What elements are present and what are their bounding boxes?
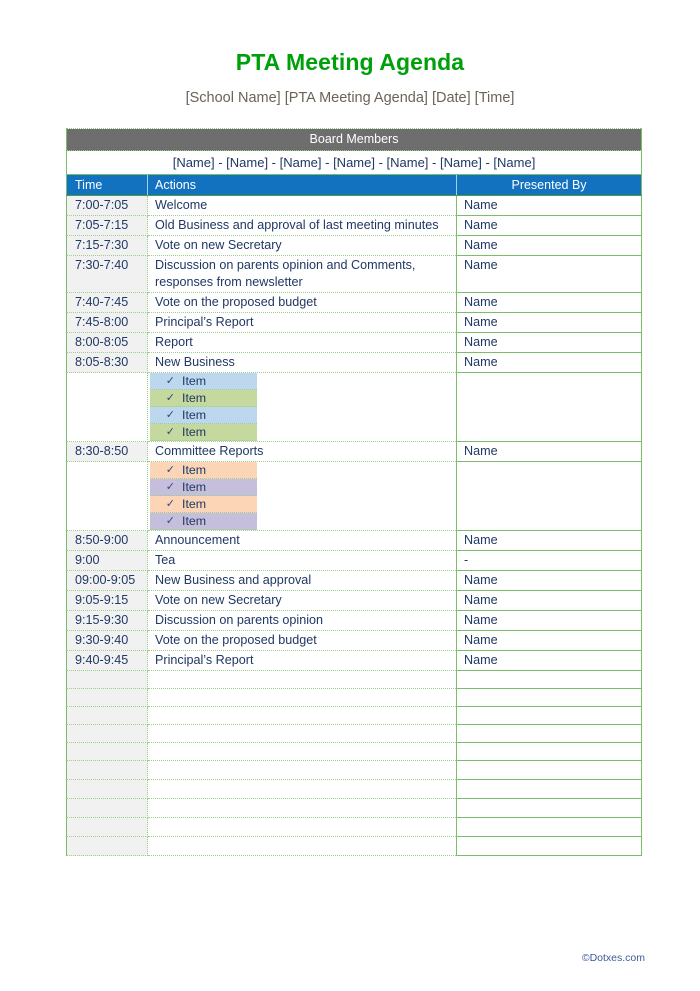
checklist-item[interactable] bbox=[150, 462, 257, 479]
table-row bbox=[67, 256, 642, 293]
cell-time[interactable] bbox=[67, 743, 148, 761]
checklist-item[interactable] bbox=[150, 424, 257, 441]
cell-time bbox=[67, 462, 148, 531]
cell-presented-by: Name bbox=[457, 353, 642, 373]
checklist-row-committee-reports bbox=[67, 462, 642, 531]
cell-action: New Business and approval bbox=[148, 571, 457, 591]
cell-person[interactable] bbox=[457, 743, 642, 761]
cell-action: New Business bbox=[148, 353, 457, 373]
cell-action[interactable] bbox=[148, 725, 457, 743]
cell-time: 7:05-7:15 bbox=[67, 216, 148, 236]
cell-person[interactable] bbox=[457, 799, 642, 818]
table-row bbox=[67, 236, 642, 256]
cell-time: 7:45-8:00 bbox=[67, 313, 148, 333]
table-row-empty bbox=[67, 761, 642, 780]
check-icon[interactable]: ✓ bbox=[165, 497, 175, 510]
table-row-empty bbox=[67, 707, 642, 725]
checklist-item-label: Item bbox=[182, 479, 207, 494]
cell-person[interactable] bbox=[457, 780, 642, 799]
table-row bbox=[67, 591, 642, 611]
cell-presented-by: Name bbox=[457, 256, 642, 293]
table-row-empty bbox=[67, 671, 642, 689]
checklist-item-label: Item bbox=[182, 496, 207, 511]
cell-time: 8:00-8:05 bbox=[67, 333, 148, 353]
table-row bbox=[67, 333, 642, 353]
cell-time: 9:00 bbox=[67, 551, 148, 571]
cell-time: 9:05-9:15 bbox=[67, 591, 148, 611]
checklist-container bbox=[148, 462, 457, 531]
checklist-item-label: Item bbox=[182, 373, 207, 388]
cell-time[interactable] bbox=[67, 689, 148, 707]
table-row-empty bbox=[67, 837, 642, 856]
cell-presented-by: Name bbox=[457, 442, 642, 462]
cell-time: 9:15-9:30 bbox=[67, 611, 148, 631]
cell-action[interactable] bbox=[148, 671, 457, 689]
cell-time: 7:40-7:45 bbox=[67, 293, 148, 313]
cell-presented-by: - bbox=[457, 551, 642, 571]
cell-time: 7:15-7:30 bbox=[67, 236, 148, 256]
checklist-item-label: Item bbox=[182, 407, 207, 422]
cell-action: Discussion on parents opinion and Comments, responses from newsletter bbox=[148, 256, 457, 293]
cell-presented-by: Name bbox=[457, 333, 642, 353]
column-header-actions: Actions bbox=[148, 175, 457, 196]
cell-presented-by: Name bbox=[457, 293, 642, 313]
cell-action[interactable] bbox=[148, 761, 457, 780]
cell-action: Committee Reports bbox=[148, 442, 457, 462]
cell-person[interactable] bbox=[457, 837, 642, 856]
cell-presented-by: Name bbox=[457, 216, 642, 236]
check-icon[interactable]: ✓ bbox=[165, 425, 175, 438]
table-row bbox=[67, 551, 642, 571]
cell-person[interactable] bbox=[457, 671, 642, 689]
checklist-item-label: Item bbox=[182, 390, 207, 405]
cell-action[interactable] bbox=[148, 799, 457, 818]
cell-person[interactable] bbox=[457, 761, 642, 780]
checklist-item-label: Item bbox=[182, 462, 207, 477]
cell-action[interactable] bbox=[148, 780, 457, 799]
cell-presented-by: Name bbox=[457, 196, 642, 216]
cell-person[interactable] bbox=[457, 725, 642, 743]
table-row bbox=[67, 216, 642, 236]
footer-credit: ©Dotxes.com bbox=[581, 952, 645, 964]
cell-presented-by: Name bbox=[457, 531, 642, 551]
checklist-item-label: Item bbox=[182, 424, 207, 439]
table-row bbox=[67, 531, 642, 551]
cell-action: Principal’s Report bbox=[148, 651, 457, 671]
checklist-row-new-business bbox=[67, 373, 642, 442]
cell-time: 9:30-9:40 bbox=[67, 631, 148, 651]
table-row-empty bbox=[67, 780, 642, 799]
checklist-item[interactable] bbox=[150, 479, 257, 496]
cell-time: 8:30-8:50 bbox=[67, 442, 148, 462]
cell-time bbox=[67, 373, 148, 442]
agenda-table bbox=[66, 128, 642, 856]
column-header-presented-by: Presented By bbox=[457, 175, 642, 196]
cell-person[interactable] bbox=[457, 818, 642, 837]
table-row bbox=[67, 611, 642, 631]
cell-action: Vote on the proposed budget bbox=[148, 631, 457, 651]
cell-time: 7:00-7:05 bbox=[67, 196, 148, 216]
cell-presented-by: Name bbox=[457, 313, 642, 333]
cell-person[interactable] bbox=[457, 707, 642, 725]
cell-time: 9:40-9:45 bbox=[67, 651, 148, 671]
board-members-banner-label: Board Members bbox=[67, 129, 642, 151]
checklist-item[interactable] bbox=[150, 407, 257, 424]
cell-time: 09:00-9:05 bbox=[67, 571, 148, 591]
page-title: PTA Meeting Agenda bbox=[235, 49, 465, 75]
cell-time[interactable] bbox=[67, 671, 148, 689]
board-members-names-row bbox=[67, 151, 642, 175]
checklist-item-label: Item bbox=[182, 513, 207, 528]
check-icon[interactable]: ✓ bbox=[165, 463, 175, 476]
table-row bbox=[67, 293, 642, 313]
cell-action: Vote on new Secretary bbox=[148, 591, 457, 611]
check-icon[interactable]: ✓ bbox=[165, 514, 175, 527]
cell-time: 7:30-7:40 bbox=[67, 256, 148, 293]
cell-action: Discussion on parents opinion bbox=[148, 611, 457, 631]
cell-time[interactable] bbox=[67, 725, 148, 743]
cell-time[interactable] bbox=[67, 780, 148, 799]
table-row-empty bbox=[67, 725, 642, 743]
column-header-time: Time bbox=[67, 175, 148, 196]
cell-presented-by: Name bbox=[457, 611, 642, 631]
cell-time: 8:05-8:30 bbox=[67, 353, 148, 373]
cell-action: Principal’s Report bbox=[148, 313, 457, 333]
table-body bbox=[67, 196, 642, 856]
table-row-empty bbox=[67, 799, 642, 818]
cell-time[interactable] bbox=[67, 837, 148, 856]
cell-action: Report bbox=[148, 333, 457, 353]
cell-action[interactable] bbox=[148, 818, 457, 837]
checklist-container bbox=[148, 373, 457, 442]
table-row bbox=[67, 651, 642, 671]
board-members-names: [Name] - [Name] - [Name] - [Name] - [Name] - [Name] - [Name] bbox=[67, 151, 642, 175]
cell-action: Tea bbox=[148, 551, 457, 571]
table-row-empty bbox=[67, 689, 642, 707]
table-row bbox=[67, 571, 642, 591]
cell-action: Announcement bbox=[148, 531, 457, 551]
check-icon[interactable]: ✓ bbox=[165, 408, 175, 421]
cell-action[interactable] bbox=[148, 837, 457, 856]
table-header-row bbox=[67, 175, 642, 196]
cell-presented-by: Name bbox=[457, 591, 642, 611]
board-members-banner-row bbox=[67, 129, 642, 151]
check-icon[interactable]: ✓ bbox=[165, 391, 175, 404]
cell-person[interactable] bbox=[457, 689, 642, 707]
cell-action: Old Business and approval of last meeting minutes bbox=[148, 216, 457, 236]
table-row bbox=[67, 353, 642, 373]
cell-presented-by bbox=[457, 373, 642, 442]
cell-time[interactable] bbox=[67, 761, 148, 780]
cell-presented-by: Name bbox=[457, 631, 642, 651]
table-row bbox=[67, 196, 642, 216]
cell-action[interactable] bbox=[148, 743, 457, 761]
cell-time[interactable] bbox=[67, 799, 148, 818]
cell-action: Vote on the proposed budget bbox=[148, 293, 457, 313]
cell-action: Vote on new Secretary bbox=[148, 236, 457, 256]
table-row-empty bbox=[67, 818, 642, 837]
cell-presented-by: Name bbox=[457, 571, 642, 591]
cell-presented-by: Name bbox=[457, 651, 642, 671]
check-icon[interactable]: ✓ bbox=[165, 480, 175, 493]
table-row bbox=[67, 313, 642, 333]
page-subtitle: [School Name] [PTA Meeting Agenda] [Date] [Time] bbox=[185, 90, 515, 106]
table-row-empty bbox=[67, 743, 642, 761]
check-icon[interactable]: ✓ bbox=[165, 374, 175, 387]
checklist-item[interactable] bbox=[150, 513, 257, 530]
cell-action[interactable] bbox=[148, 689, 457, 707]
cell-presented-by: Name bbox=[457, 236, 642, 256]
cell-action[interactable] bbox=[148, 707, 457, 725]
cell-action: Welcome bbox=[148, 196, 457, 216]
checklist-item[interactable] bbox=[150, 496, 257, 513]
checklist-item[interactable] bbox=[150, 373, 257, 390]
table-row bbox=[67, 442, 642, 462]
cell-time[interactable] bbox=[67, 707, 148, 725]
checklist-item[interactable] bbox=[150, 390, 257, 407]
table-row bbox=[67, 631, 642, 651]
cell-time[interactable] bbox=[67, 818, 148, 837]
cell-presented-by bbox=[457, 462, 642, 531]
cell-time: 8:50-9:00 bbox=[67, 531, 148, 551]
